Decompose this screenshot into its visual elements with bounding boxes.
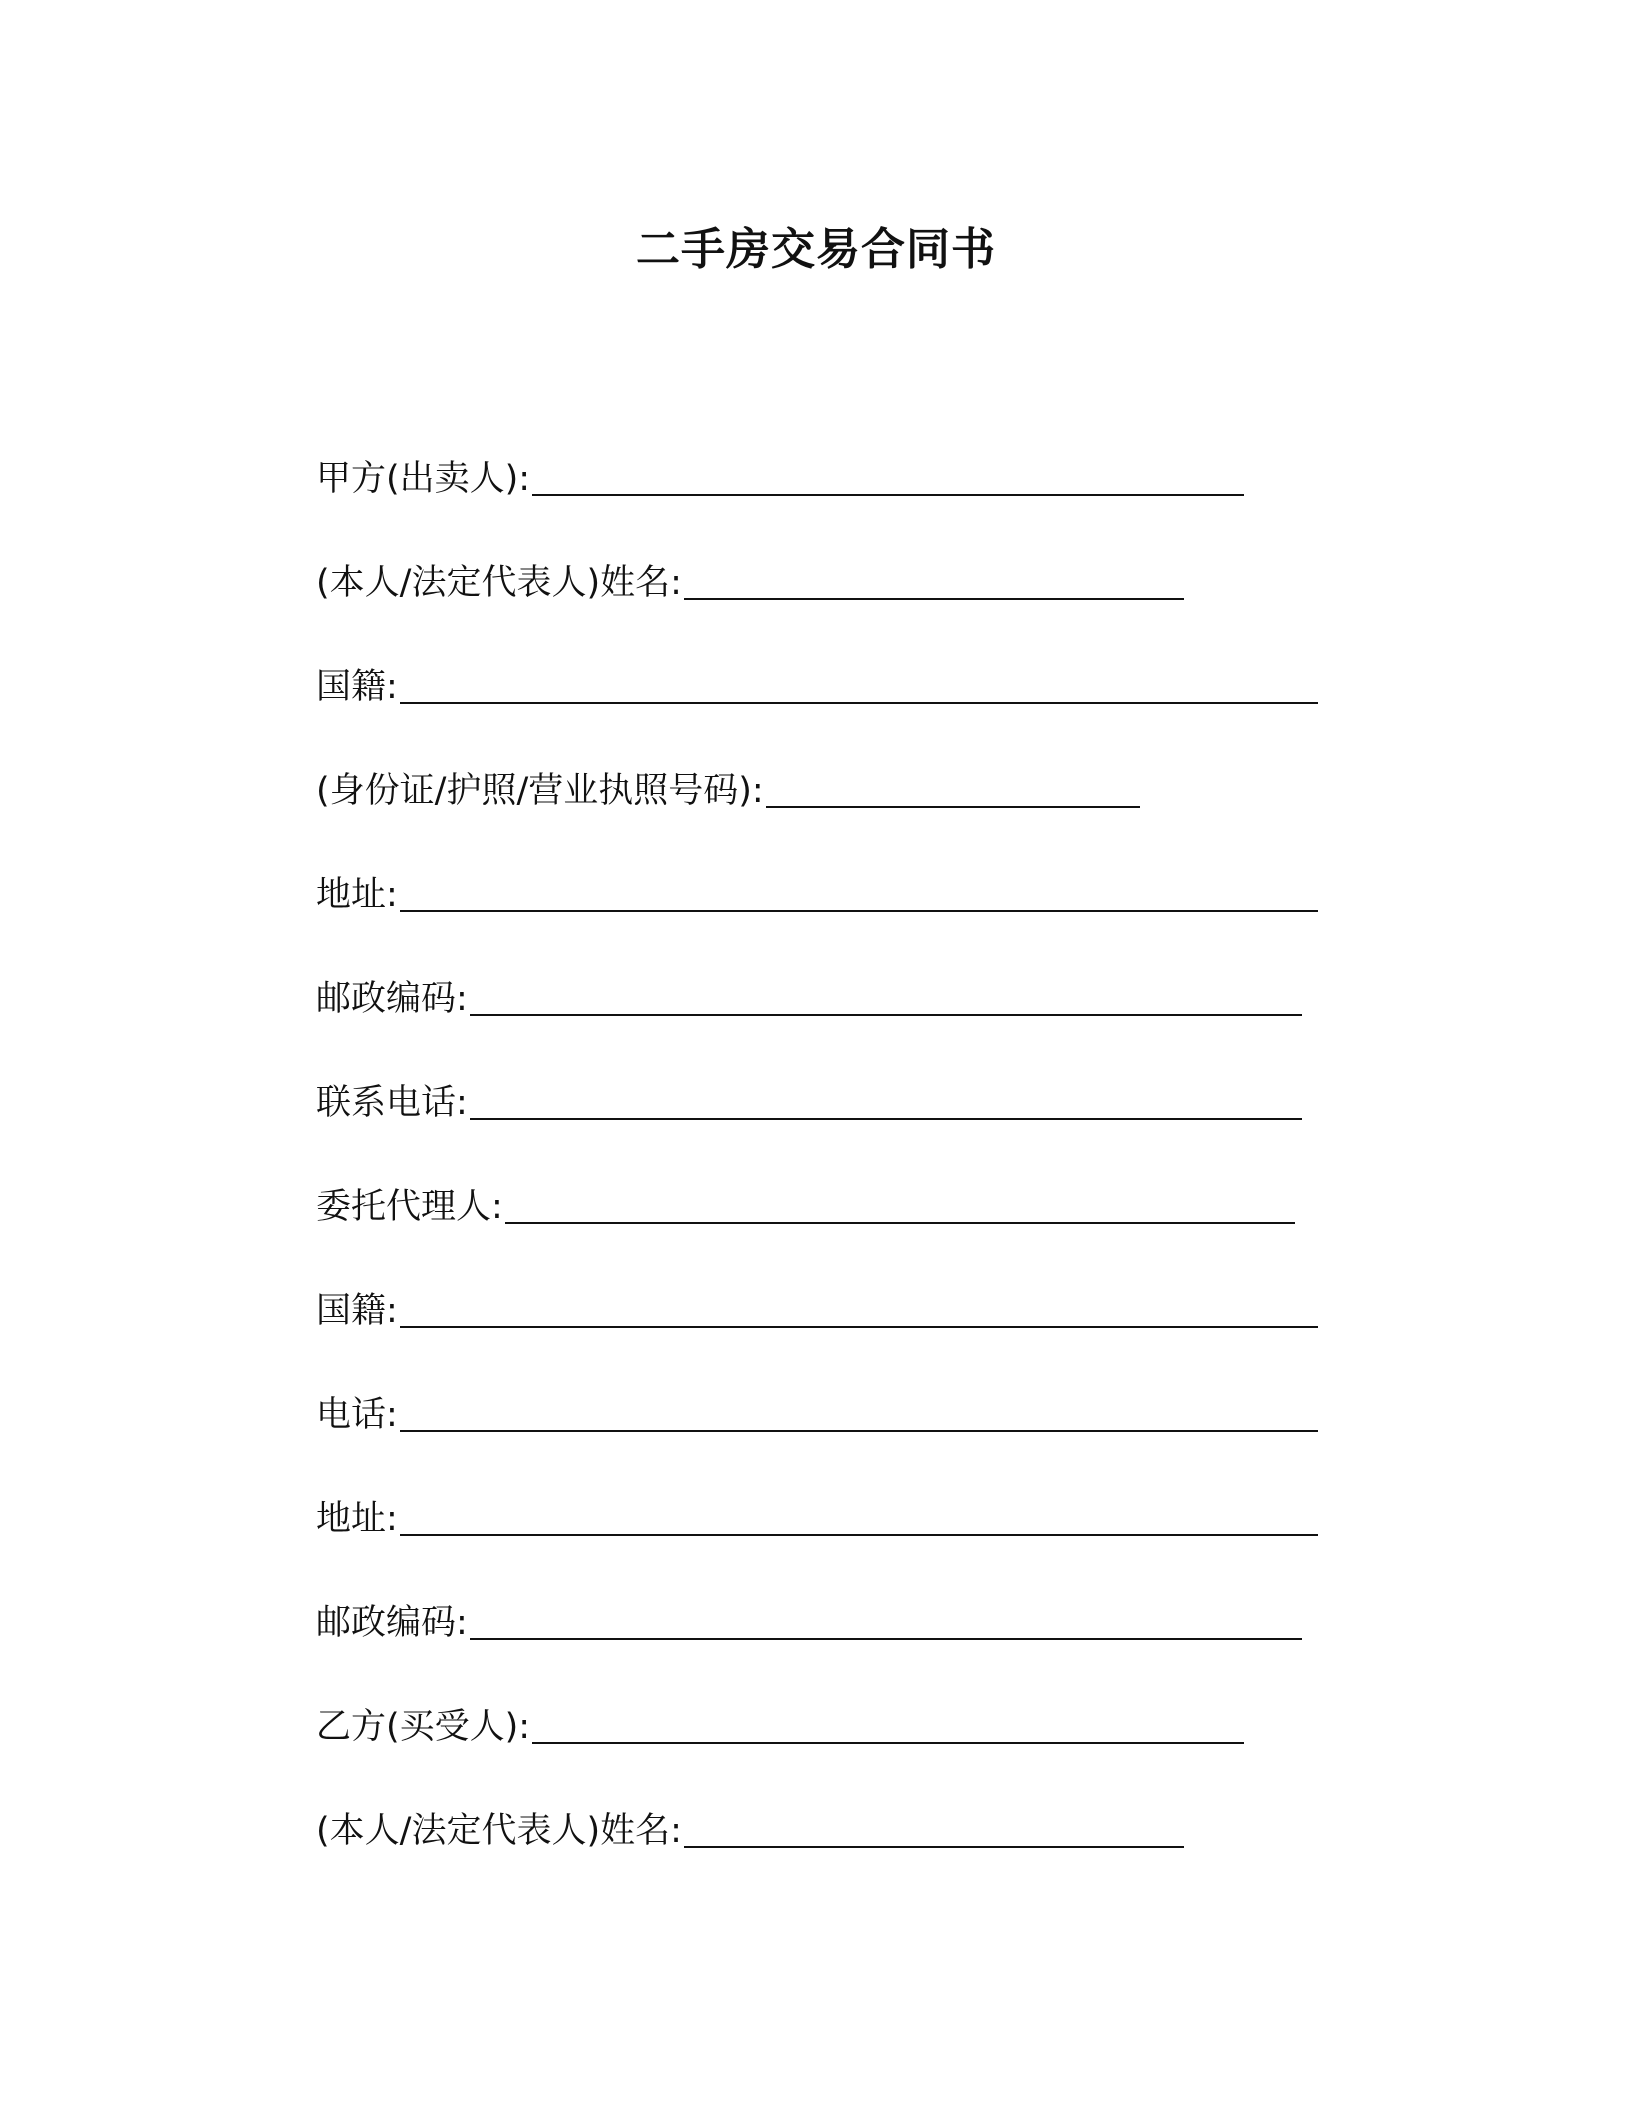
field-label: 乙方(买受人): [316, 1707, 531, 1747]
seller-field [316, 400, 1416, 504]
field-label: (本人/法定代表人)姓名: [316, 563, 682, 603]
seller-address-field [316, 816, 1416, 920]
seller-name-blank[interactable] [684, 598, 1184, 600]
agent-phone-field [316, 1336, 1416, 1440]
field-label: 地址: [316, 875, 398, 915]
buyer-field [316, 1648, 1416, 1752]
party-info-form [316, 400, 1416, 1856]
document-title: 二手房交易合同书 [636, 224, 996, 275]
agent-blank[interactable] [505, 1222, 1295, 1224]
agent-nationality-field [316, 1232, 1416, 1336]
seller-phone-field [316, 1024, 1416, 1128]
agent-postal-code-blank[interactable] [470, 1638, 1302, 1640]
seller-phone-blank[interactable] [470, 1118, 1302, 1120]
seller-name-field [316, 504, 1416, 608]
seller-id-number-blank[interactable] [766, 806, 1140, 808]
seller-id-number-field [316, 712, 1416, 816]
field-label: 委托代理人: [316, 1187, 503, 1227]
agent-address-blank[interactable] [400, 1534, 1318, 1536]
agent-nationality-blank[interactable] [400, 1326, 1318, 1328]
buyer-blank[interactable] [532, 1742, 1244, 1744]
field-label: 邮政编码: [316, 979, 468, 1019]
buyer-name-field [316, 1752, 1416, 1856]
seller-blank[interactable] [532, 494, 1244, 496]
seller-postal-code-blank[interactable] [470, 1014, 1302, 1016]
field-label: (本人/法定代表人)姓名: [316, 1811, 682, 1851]
buyer-name-blank[interactable] [684, 1846, 1184, 1848]
field-label: 邮政编码: [316, 1603, 468, 1643]
seller-nationality-blank[interactable] [400, 702, 1318, 704]
field-label: 联系电话: [316, 1083, 468, 1123]
agent-address-field [316, 1440, 1416, 1544]
field-label: 电话: [316, 1395, 398, 1435]
agent-phone-blank[interactable] [400, 1430, 1318, 1432]
seller-nationality-field [316, 608, 1416, 712]
seller-address-blank[interactable] [400, 910, 1318, 912]
seller-postal-code-field [316, 920, 1416, 1024]
field-label: 地址: [316, 1499, 398, 1539]
agent-postal-code-field [316, 1544, 1416, 1648]
field-label: 国籍: [316, 1291, 398, 1331]
field-label: 国籍: [316, 667, 398, 707]
field-label: 甲方(出卖人): [316, 459, 531, 499]
field-label: (身份证/护照/营业执照号码): [316, 771, 764, 811]
agent-field [316, 1128, 1416, 1232]
